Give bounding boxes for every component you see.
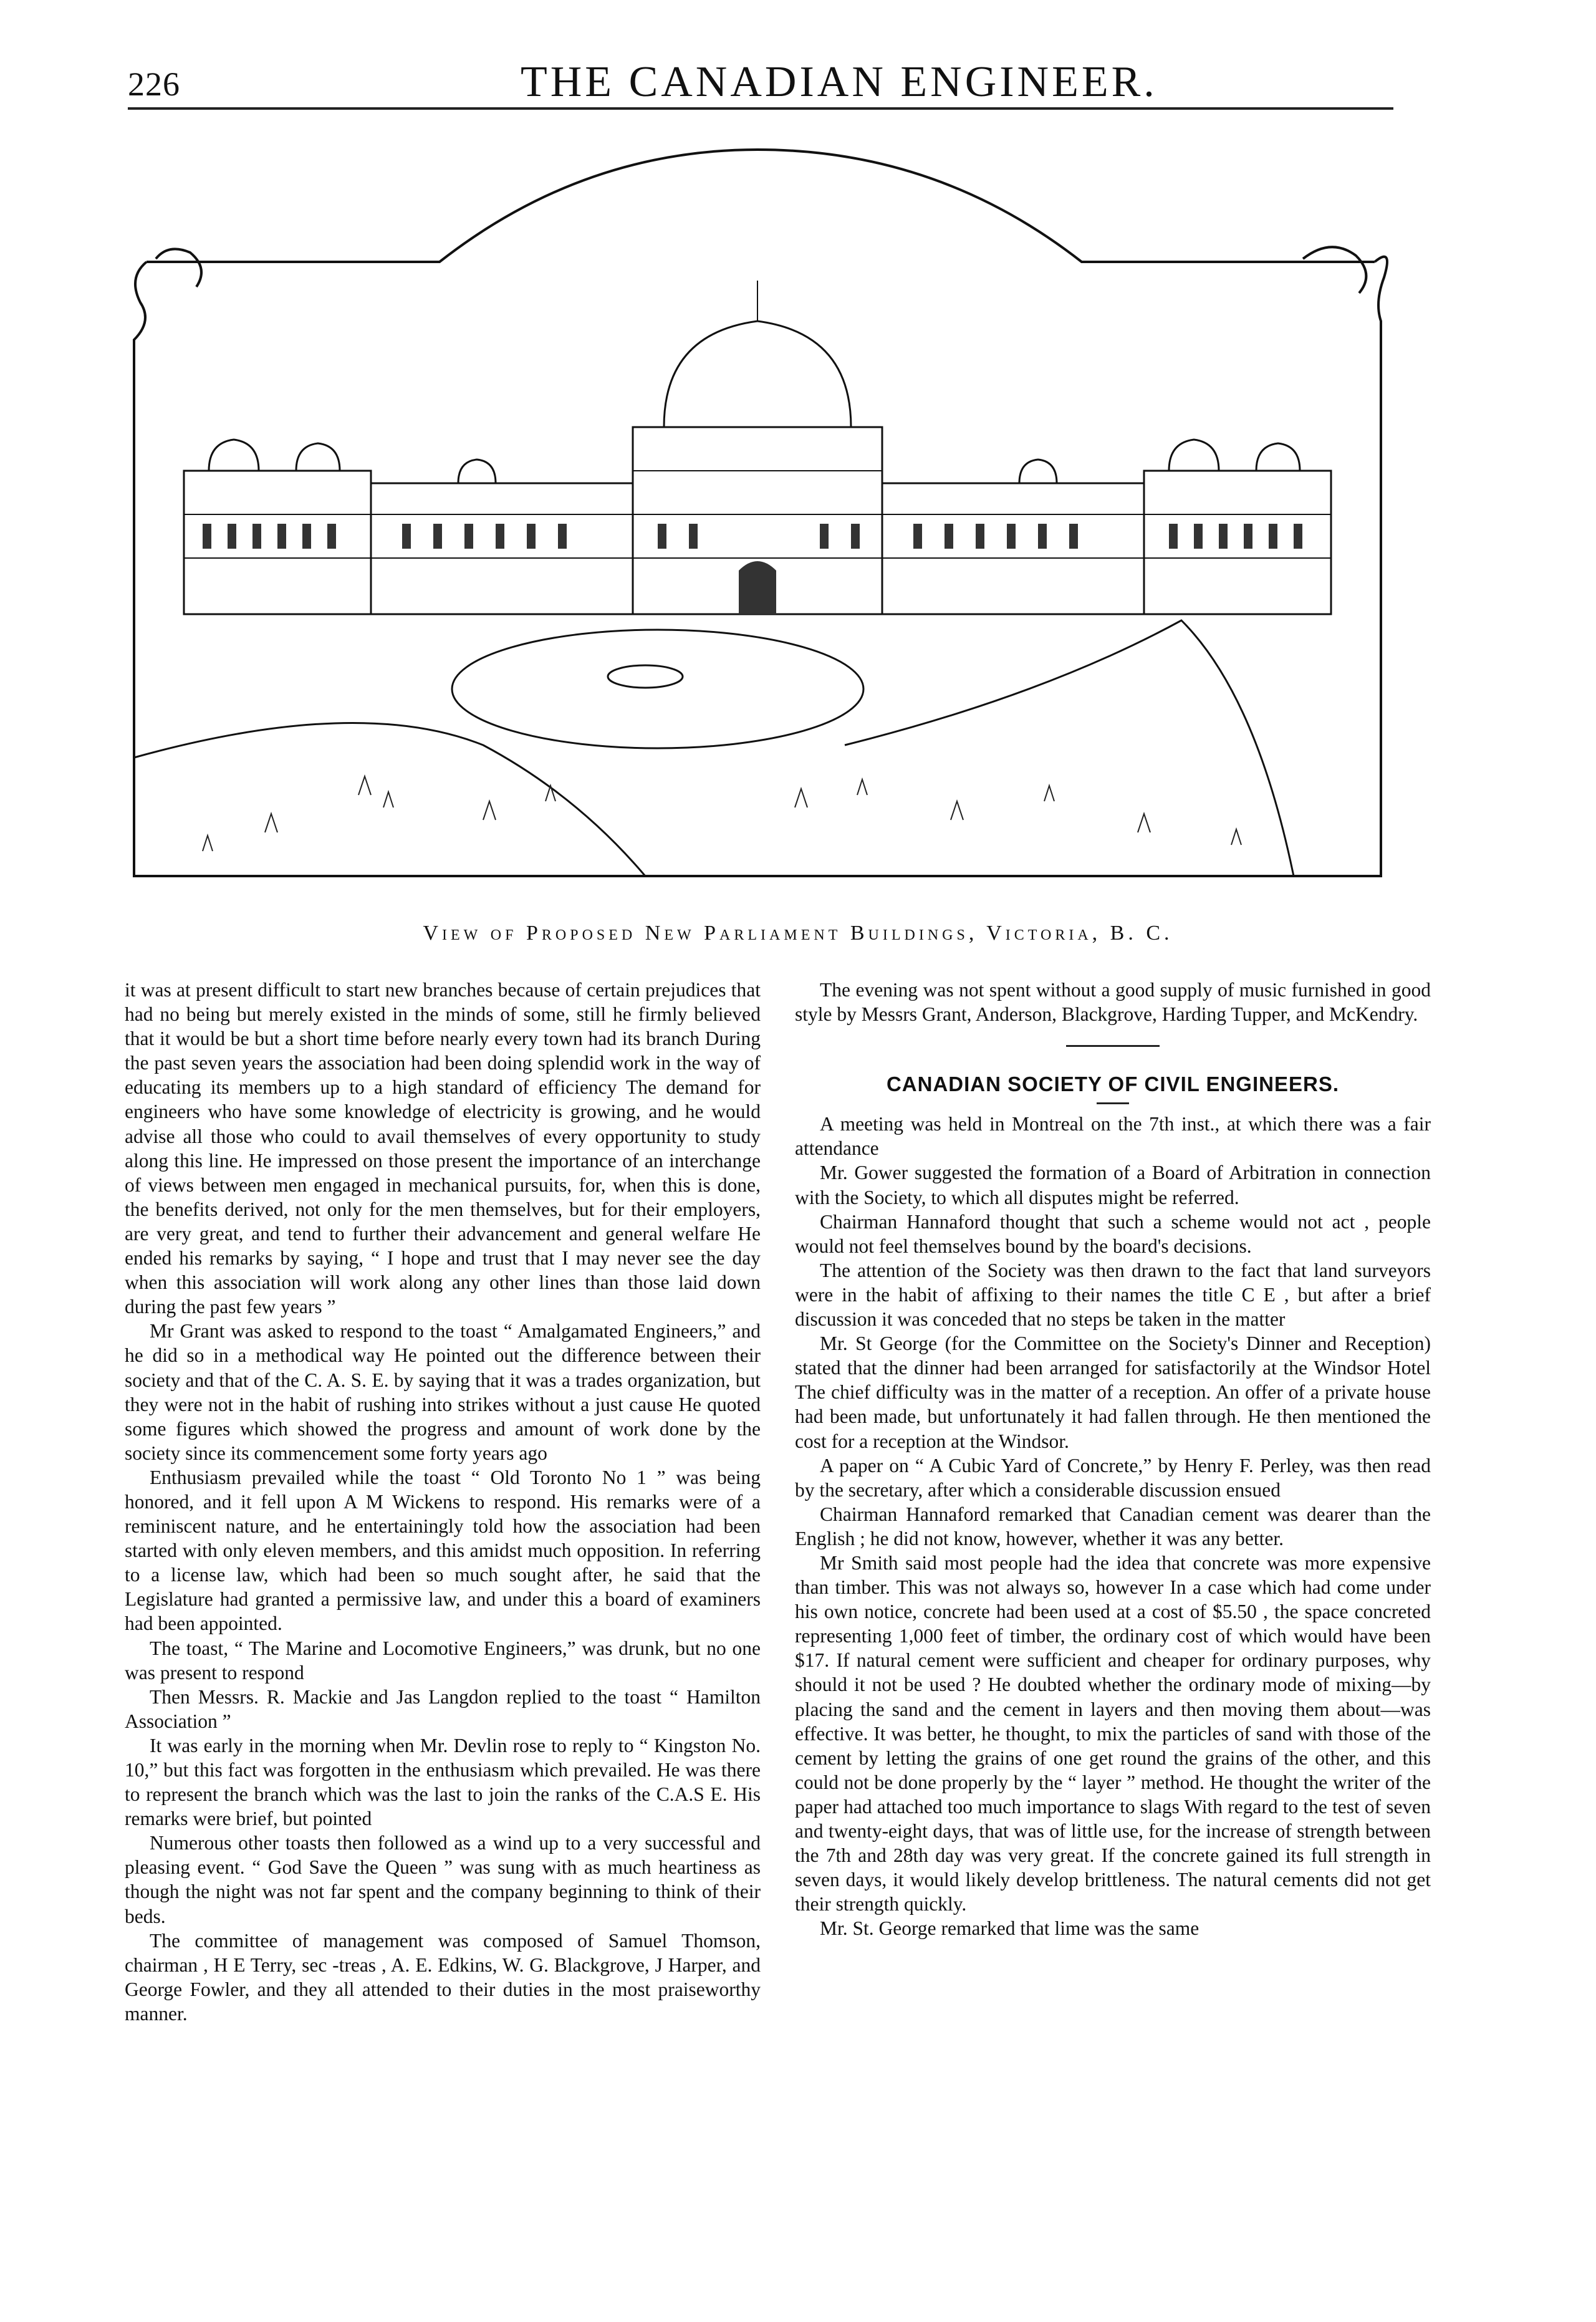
paragraph: The evening was not spent without a good supply of music furnished in good style by Messrs Grant, Anderson, Blackgrove, Harding Tupper, and McKendry. — [795, 979, 1431, 1026]
paragraph: Chairman Hannaford thought that such a scheme would not act , people would not feel themselves bound by the board's decisions. — [795, 1210, 1431, 1257]
journal-title: THE CANADIAN ENGINEER. — [521, 58, 1158, 106]
paragraph: A meeting was held in Montreal on the 7th inst., at which there was a fair attendance — [795, 1113, 1431, 1160]
paragraph: Then Messrs. R. Mackie and Jas Langdon replied to the toast “ Hamilton Association ” — [125, 1685, 761, 1732]
page-number: 226 — [128, 65, 180, 103]
paragraph: it was at present difficult to start new branches because of certain prejudices that had no being but merely existed in the minds of some, still he firmly believed that it would be but a short time before nearly every town had its branch During the past seven years the association had been doing splendid work in the way of educating its members up to a high standard of efficiency The demand for engineers who have some knowledge of electricity is growing, and he would advise all those who could to avail themselves of every opportunity to study along this line. He impressed on those present the importance of an interchange of views between men engaged in mechanical pursuits, for, when this is done, the benefits derived, not only for the men themselves, but for their employers, are very great, and tend to further their advancement and general welfare He ended his remarks by saying, “ I hope and trust that I may never see the day when this association will work along any other lines than those laid down during the past few years ” — [125, 979, 761, 1318]
left-column — [125, 978, 761, 2026]
paragraph: The attention of the Society was then drawn to the fact that land surveyors were in the habit of affixing to their names the title C E , but after a brief discussion it was conceded that no steps be taken in the matter — [795, 1259, 1431, 1331]
paragraph: Numerous other toasts then followed as a wind up to a very successful and pleasing event. “ God Save the Queen ” was sung with as much heartiness as though the night was not far spent and the company beginning to think of their beds. — [125, 1832, 761, 1927]
paragraph: Mr Smith said most people had the idea that concrete was more expensive than timber. This was not always so, however In a case which had come under his own notice, concrete had been used at a cost of $5.50 , the space concreted representing 1,000 feet of timber, the ordinary cost of which would have been $17. If natural cement were sufficient and cheaper for ordinary purposes, why should it not be used ? He doubted whether the ordinary mode of mixing—by placing the sand and the cement in layers and then moving them about—was effective. It was better, he thought, to mix the particles of sand with those of the cement by letting the grains of one get round the grains of the other, and this could not be done properly by the “ layer ” method. He thought the writer of the paper had attached too much importance to slags With regard to the test of seven and twenty-eight days, that was of little use, for the increase of strength between the 7th and 28th day was very great. If the concrete gained its full strength in seven days, it would likely develop brittleness. The natural cements did not get their strength quickly. — [795, 1551, 1431, 1915]
paragraph: Mr. Gower suggested the formation of a Board of Arbitration in connection with the Society, to which all disputes might be referred. — [795, 1162, 1431, 1208]
paragraph: Mr. St. George remarked that lime was the same — [820, 1917, 1199, 1940]
paragraph: Mr. St George (for the Committee on the Society's Dinner and Reception) stated that the dinner had been arranged for satisfactorily at the Windsor Hotel The chief difficulty was in the matter of a reception. An offer of a private house had been made, but unfortunately it had fallen through. He then mentioned the cost for a reception at the Windsor. — [795, 1332, 1431, 1452]
paragraph: Chairman Hannaford remarked that Canadian cement was dearer than the English ; he did not know, however, whether it was any better. — [795, 1503, 1431, 1549]
section-heading: CANADIAN SOCIETY OF CIVIL ENGINEERS. — [886, 1072, 1340, 1096]
paragraph: The toast, “ The Marine and Locomotive Engineers,” was drunk, but no one was present to respond — [125, 1637, 761, 1684]
paragraph: Mr Grant was asked to respond to the toast “ Amalgamated Engineers,” and he did so in a methodical way He pointed out the difference between their society and that of the C. A. S. E. by saying that it was a trades organization, but they were not in the habit of rushing into strikes without a just cause He quoted some figures which showed the progress and amount of work done by the society since its commencement some forty years ago — [125, 1320, 761, 1464]
header-rule — [128, 107, 1393, 110]
paragraph: The committee of management was composed of Samuel Thomson, chairman , H E Terry, sec -treas , A. E. Edkins, W. G. Blackgrove, J Harper, and George Fowler, and they all attended to their duties in the most praiseworthy manner. — [125, 1929, 761, 2025]
section-divider — [1066, 1045, 1160, 1047]
right-column — [795, 978, 1431, 1940]
paragraph: A paper on “ A Cubic Yard of Concrete,” by Henry F. Perley, was then read by the secretary, after which a considerable discussion ensued — [795, 1454, 1431, 1501]
illustration-caption: View of Proposed New Parliament Buildings, Victoria, B. C. — [423, 922, 1173, 945]
paragraph: Enthusiasm prevailed while the toast “ Old Toronto No 1 ” was being honored, and it fell upon A M Wickens to respond. His remarks were of a reminiscent nature, and he entertainingly told how the association had been started with only eleven members, and this amidst much opposition. In referring to a license law, which had been so much sought after, he said that the Legislature had granted a permissive law, and under this a board of examiners had been appointed. — [125, 1466, 761, 1635]
paragraph: It was early in the morning when Mr. Devlin rose to reply to “ Kingston No. 10,” but this fact was forgotten in the enthusiasm which prevailed. He was there to represent the branch which was the last to join the ranks of the C.A.S E. His remarks were brief, but pointed — [125, 1734, 761, 1830]
heading-rule — [1097, 1102, 1129, 1104]
parliament-buildings-illustration — [109, 134, 1409, 913]
